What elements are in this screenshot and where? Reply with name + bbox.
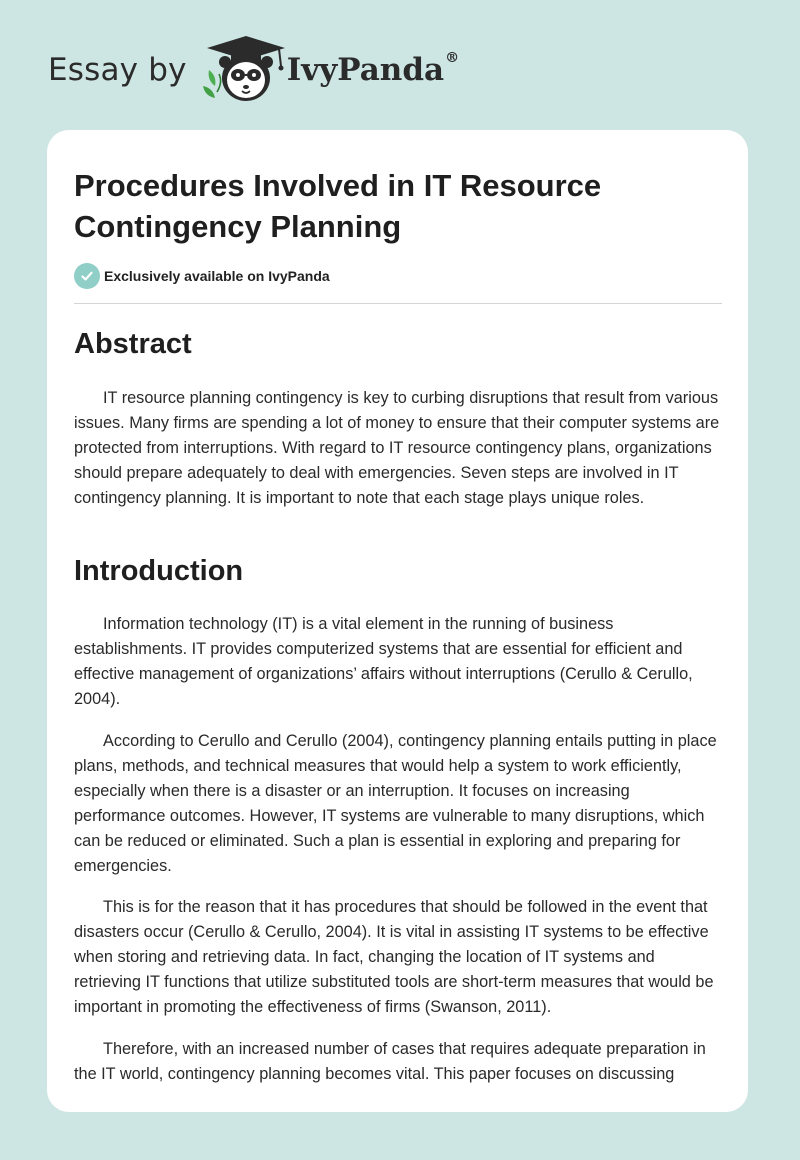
brand-name-text: IvyPanda [286, 51, 445, 88]
essay-card [47, 130, 748, 1112]
introduction-paragraph-3: This is for the reason that it has procedures that should be followed in the event that disasters occur (Cerullo & Cerullo, 2004). It is vital in assisting IT systems to be effective when storing and retrieving data. In fact, changing the location of IT systems and retrieving IT functions that utilize substituted tools are short-term measures that would be important in promoting the effectiveness of firms (Swanson, 2011). [74, 898, 714, 1016]
panda-logo-icon[interactable] [201, 30, 291, 110]
section-heading-abstract: Abstract [74, 328, 192, 360]
exclusive-badge-label: Exclusively available on IvyPanda [104, 268, 330, 284]
essay-by-label: Essay by [48, 51, 187, 88]
brand-name[interactable] [286, 50, 460, 88]
introduction-paragraph-2: According to Cerullo and Cerullo (2004), contingency planning entails putting in place plans, methods, and technical measures that would help a system to work efficiently, especially when there is a disaster or an interruption. It focuses on increasing performance outcomes. However, IT systems are vulnerable to many disruptions, which can be reduced or eliminated. Such a plan is essential in exploring and preparing for emergencies. [74, 732, 717, 875]
exclusive-badge [74, 263, 330, 289]
section-heading-introduction: Introduction [74, 555, 244, 587]
introduction-paragraph-1: Information technology (IT) is a vital element in the running of business establishments. IT provides computerized systems that are essential for efficient and effective management of organizations’ affairs without interruptions (Cerullo & Cerullo, 2004). [74, 615, 693, 708]
essay-title: Procedures Involved in IT Resource Contingency Planning [74, 168, 602, 244]
introduction-paragraph-4: Therefore, with an increased number of cases that requires adequate preparation in the IT world, contingency planning becomes vital. This paper focuses on discussing [74, 1040, 706, 1083]
registered-mark: ® [445, 50, 460, 67]
check-circle-icon [74, 263, 100, 289]
site-header [48, 30, 459, 110]
title-divider [74, 303, 722, 304]
abstract-paragraph: IT resource planning contingency is key to curbing disruptions that result from various issues. Many firms are spending a lot of money to ensure that their computer systems are protected from interruptions. With regard to IT resource contingency plans, organizations should prepare adequately to deal with emergencies. Seven steps are involved in IT contingency planning. It is important to note that each stage plays unique roles. [74, 389, 720, 507]
